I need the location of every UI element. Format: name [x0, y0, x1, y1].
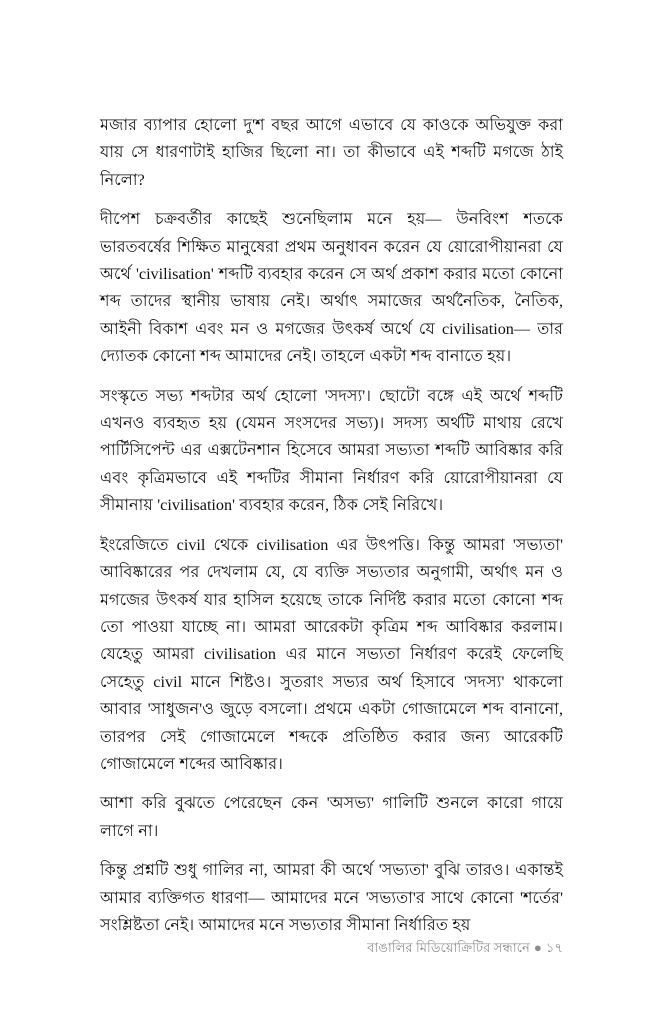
footer-bullet-icon: ● [533, 940, 542, 955]
paragraph-3: সংস্কৃতে সভ্য শব্দটার অর্থ হোলো 'সদস্য'। ছোটো বঙ্গে এই অর্থে শব্দটি এখনও ব্যবহৃত হয় (যেমন সংসদের সভ্য)। সদস্য অর্থটি মাথায় রেখে পার্টিসিপেন্ট এর এক্সটেনশান হিসেবে আমরা সভ্যতা শব্দটি আবিষ্কার করি এবং কৃত্রিমভাবে এই শব্দটির সীমানা নির্ধারণ করি য়োরোপীয়ানরা যে সীমানায় 'civilisation' ব্যবহার করেন, ঠিক সেই নিরিখে। [100, 386, 563, 515]
paragraph-2: দীপেশ চক্রবর্তীর কাছেই শুনেছিলাম মনে হয়— উনবিংশ শতকে ভারতবর্ষের শিক্ষিত মানুষেরা প্রথম অনুধাবন করেন যে য়োরোপীয়ানরা যে অর্থে 'civilisation' শব্দটি ব্যবহার করেন সে অর্থ প্রকাশ করার মতো কোনো শব্দ তাদের স্থানীয় ভাষায় নেই। অর্থাৎ সমাজের অর্থনৈতিক, নৈতিক, আইনী বিকাশ এবং মন ও মগজের উৎকর্ষ অর্থে যে civilisation— তার দ্যোতক কোনো শব্দ আমাদের নেই। তাহলে একটা শব্দ বানাতে হয়। [100, 210, 563, 366]
paragraph-6: কিন্তু প্রশ্নটি শুধু গালির না, আমরা কী অর্থে 'সভ্যতা' বুঝি তারও। একান্তই আমার ব্যক্তিগত ধারণা— আমাদের মনে 'সভ্যতা'র সাথে কোনো 'শর্তের' সংশ্লিষ্টতা নেই। আমাদের মনে সভ্যতার সীমানা নির্ধারিত হয় [100, 861, 563, 934]
paragraph-4: ইংরেজিতে civil থেকে civilisation এর উৎপত্তি। কিন্তু আমরা 'সভ্যতা' আবিষ্কারের পর দেখলাম যে, যে ব্যক্তি সভ্যতার অনুগামী, অর্থাৎ মন ও মগজের উৎকর্ষ যার হাসিল হয়েছে তাকে নির্দিষ্ট করার মতো কোনো শব্দ তো পাওয়া যাচ্ছে না। আমরা আরেকটা কৃত্রিম শব্দ আবিষ্কার করলাম। যেহেতু আমরা civilisation এর মানে সভ্যতা নির্ধারণ করেই ফেলেছি সেহেতু civil মানে শিষ্টও। সুতরাং সভ্যর অর্থ হিসাবে 'সদস্য' থাকলো আবার 'সাধুজন'ও জুড়ে বসলো। প্রথমে একটা গোজামেলে শব্দ বানানো, তারপর সেই গোজামেলে শব্দকে প্রতিষ্ঠিত করার জন্য আরেকটি গোজামেলে শব্দের আবিষ্কার। [100, 535, 563, 773]
body-text-column [100, 112, 563, 939]
page-footer [100, 938, 563, 958]
paragraph-5: আশা করি বুঝতে পেরেছেন কেন 'অসভ্য' গালিটি শুনলে কারো গায়ে লাগে না। [100, 794, 563, 840]
paragraph-1: মজার ব্যাপার হোলো দু'শ বছর আগে এভাবে যে কাওকে অভিযুক্ত করা যায় সে ধারণাটাই হাজির ছিলো না। তা কীভাবে এই শব্দটি মগজে ঠাই নিলো? [100, 116, 563, 189]
footer-page-number: ১৭ [545, 940, 563, 955]
footer-book-title: বাঙালির মিডিয়োক্রিটির সন্ধানে [367, 940, 530, 955]
